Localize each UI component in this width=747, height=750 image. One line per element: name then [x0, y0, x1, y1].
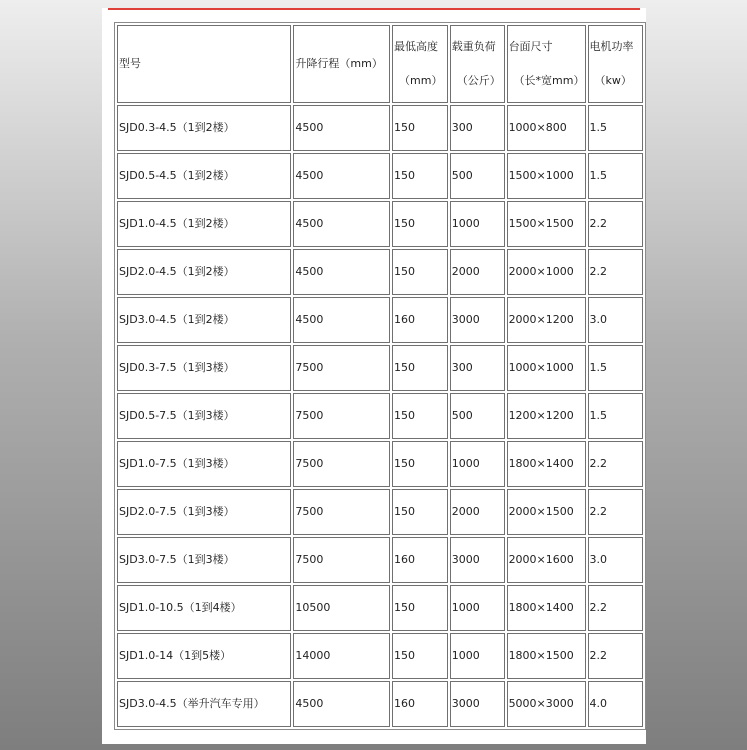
cell-platform-size: 2000×1500: [507, 489, 586, 535]
cell-motor-power: 4.0: [588, 681, 644, 727]
cell-min-height: 150: [392, 153, 448, 199]
cell-travel: 4500: [293, 681, 390, 727]
cell-platform-size: 1500×1000: [507, 153, 586, 199]
cell-platform-size: 1800×1400: [507, 585, 586, 631]
header-cell-min-height: [392, 25, 448, 103]
cell-model: SJD0.5-7.5（1到3楼）: [117, 393, 291, 439]
cell-load: 2000: [450, 489, 505, 535]
cell-travel: 7500: [293, 393, 390, 439]
cell-travel: 7500: [293, 441, 390, 487]
cell-platform-size: 1500×1500: [507, 201, 586, 247]
header-label: 载重负荷: [451, 40, 496, 53]
cell-load: 1000: [450, 633, 505, 679]
cell-travel: 14000: [293, 633, 390, 679]
cell-min-height: 150: [392, 105, 448, 151]
cell-platform-size: 1000×800: [507, 105, 586, 151]
cell-model: SJD3.0-4.5（举升汽车专用）: [117, 681, 291, 727]
cell-motor-power: 2.2: [588, 441, 644, 487]
cell-motor-power: 2.2: [588, 201, 644, 247]
table-row: [117, 537, 643, 583]
header-unit: （kw）: [594, 74, 632, 87]
header-label: 台面尺寸: [508, 40, 553, 53]
cell-min-height: 160: [392, 681, 448, 727]
cell-platform-size: 2000×1000: [507, 249, 586, 295]
cell-load: 3000: [450, 681, 505, 727]
header-label: 型号: [119, 57, 141, 70]
cell-platform-size: 1000×1000: [507, 345, 586, 391]
cell-model: SJD2.0-4.5（1到2楼）: [117, 249, 291, 295]
cell-motor-power: 2.2: [588, 585, 644, 631]
cell-min-height: 150: [392, 489, 448, 535]
header-label: 升降行程（mm）: [295, 57, 383, 70]
cell-model: SJD1.0-10.5（1到4楼）: [117, 585, 291, 631]
cell-travel: 7500: [293, 489, 390, 535]
header-label: 电机功率: [589, 40, 634, 53]
cell-travel: 10500: [293, 585, 390, 631]
cell-load: 1000: [450, 441, 505, 487]
cell-min-height: 150: [392, 345, 448, 391]
table-header-row: [117, 25, 643, 103]
cell-load: 300: [450, 105, 505, 151]
header-cell-load: [450, 25, 505, 103]
cell-load: 500: [450, 153, 505, 199]
cell-min-height: 150: [392, 249, 448, 295]
cell-min-height: 150: [392, 633, 448, 679]
cell-min-height: 150: [392, 585, 448, 631]
table-row: [117, 201, 643, 247]
cell-min-height: 150: [392, 201, 448, 247]
header-cell-motor-power: [588, 25, 644, 103]
header-cell-model: [117, 25, 291, 103]
cell-platform-size: 2000×1200: [507, 297, 586, 343]
cell-load: 300: [450, 345, 505, 391]
table-row: [117, 345, 643, 391]
table-row: [117, 105, 643, 151]
cell-model: SJD0.3-4.5（1到2楼）: [117, 105, 291, 151]
cell-travel: 4500: [293, 201, 390, 247]
header-unit: （公斤）: [456, 74, 501, 87]
header-unit: （长*宽mm）: [513, 74, 585, 87]
header-unit: （mm）: [399, 74, 443, 87]
cell-model: SJD3.0-7.5（1到3楼）: [117, 537, 291, 583]
cell-motor-power: 3.0: [588, 537, 644, 583]
table-row: [117, 393, 643, 439]
spec-table: [114, 22, 646, 730]
cell-model: SJD1.0-4.5（1到2楼）: [117, 201, 291, 247]
cell-load: 1000: [450, 201, 505, 247]
cell-travel: 4500: [293, 297, 390, 343]
cell-platform-size: 5000×3000: [507, 681, 586, 727]
cell-platform-size: 1800×1400: [507, 441, 586, 487]
table-row: [117, 153, 643, 199]
cell-motor-power: 1.5: [588, 153, 644, 199]
cell-motor-power: 1.5: [588, 345, 644, 391]
document-page: [102, 8, 646, 744]
cell-motor-power: 1.5: [588, 105, 644, 151]
table-row: [117, 489, 643, 535]
cell-load: 3000: [450, 537, 505, 583]
cell-motor-power: 1.5: [588, 393, 644, 439]
cell-min-height: 150: [392, 441, 448, 487]
header-cell-platform-size: [507, 25, 586, 103]
cell-load: 1000: [450, 585, 505, 631]
table-row: [117, 681, 643, 727]
table-row: [117, 249, 643, 295]
header-cell-travel: [293, 25, 390, 103]
table-row: [117, 441, 643, 487]
cell-load: 500: [450, 393, 505, 439]
cell-platform-size: 2000×1600: [507, 537, 586, 583]
cell-load: 3000: [450, 297, 505, 343]
cell-model: SJD3.0-4.5（1到2楼）: [117, 297, 291, 343]
cell-motor-power: 2.2: [588, 249, 644, 295]
cell-model: SJD1.0-14（1到5楼）: [117, 633, 291, 679]
cell-model: SJD0.3-7.5（1到3楼）: [117, 345, 291, 391]
table-row: [117, 585, 643, 631]
cell-motor-power: 2.2: [588, 489, 644, 535]
red-divider-line: [108, 8, 640, 10]
cell-min-height: 150: [392, 393, 448, 439]
cell-load: 2000: [450, 249, 505, 295]
cell-travel: 7500: [293, 537, 390, 583]
cell-min-height: 160: [392, 537, 448, 583]
cell-model: SJD0.5-4.5（1到2楼）: [117, 153, 291, 199]
cell-travel: 4500: [293, 105, 390, 151]
cell-model: SJD1.0-7.5（1到3楼）: [117, 441, 291, 487]
cell-min-height: 160: [392, 297, 448, 343]
table-row: [117, 633, 643, 679]
cell-model: SJD2.0-7.5（1到3楼）: [117, 489, 291, 535]
header-label: 最低高度: [394, 40, 439, 53]
cell-motor-power: 2.2: [588, 633, 644, 679]
cell-platform-size: 1800×1500: [507, 633, 586, 679]
cell-travel: 4500: [293, 249, 390, 295]
cell-platform-size: 1200×1200: [507, 393, 586, 439]
cell-travel: 4500: [293, 153, 390, 199]
cell-travel: 7500: [293, 345, 390, 391]
table-row: [117, 297, 643, 343]
cell-motor-power: 3.0: [588, 297, 644, 343]
